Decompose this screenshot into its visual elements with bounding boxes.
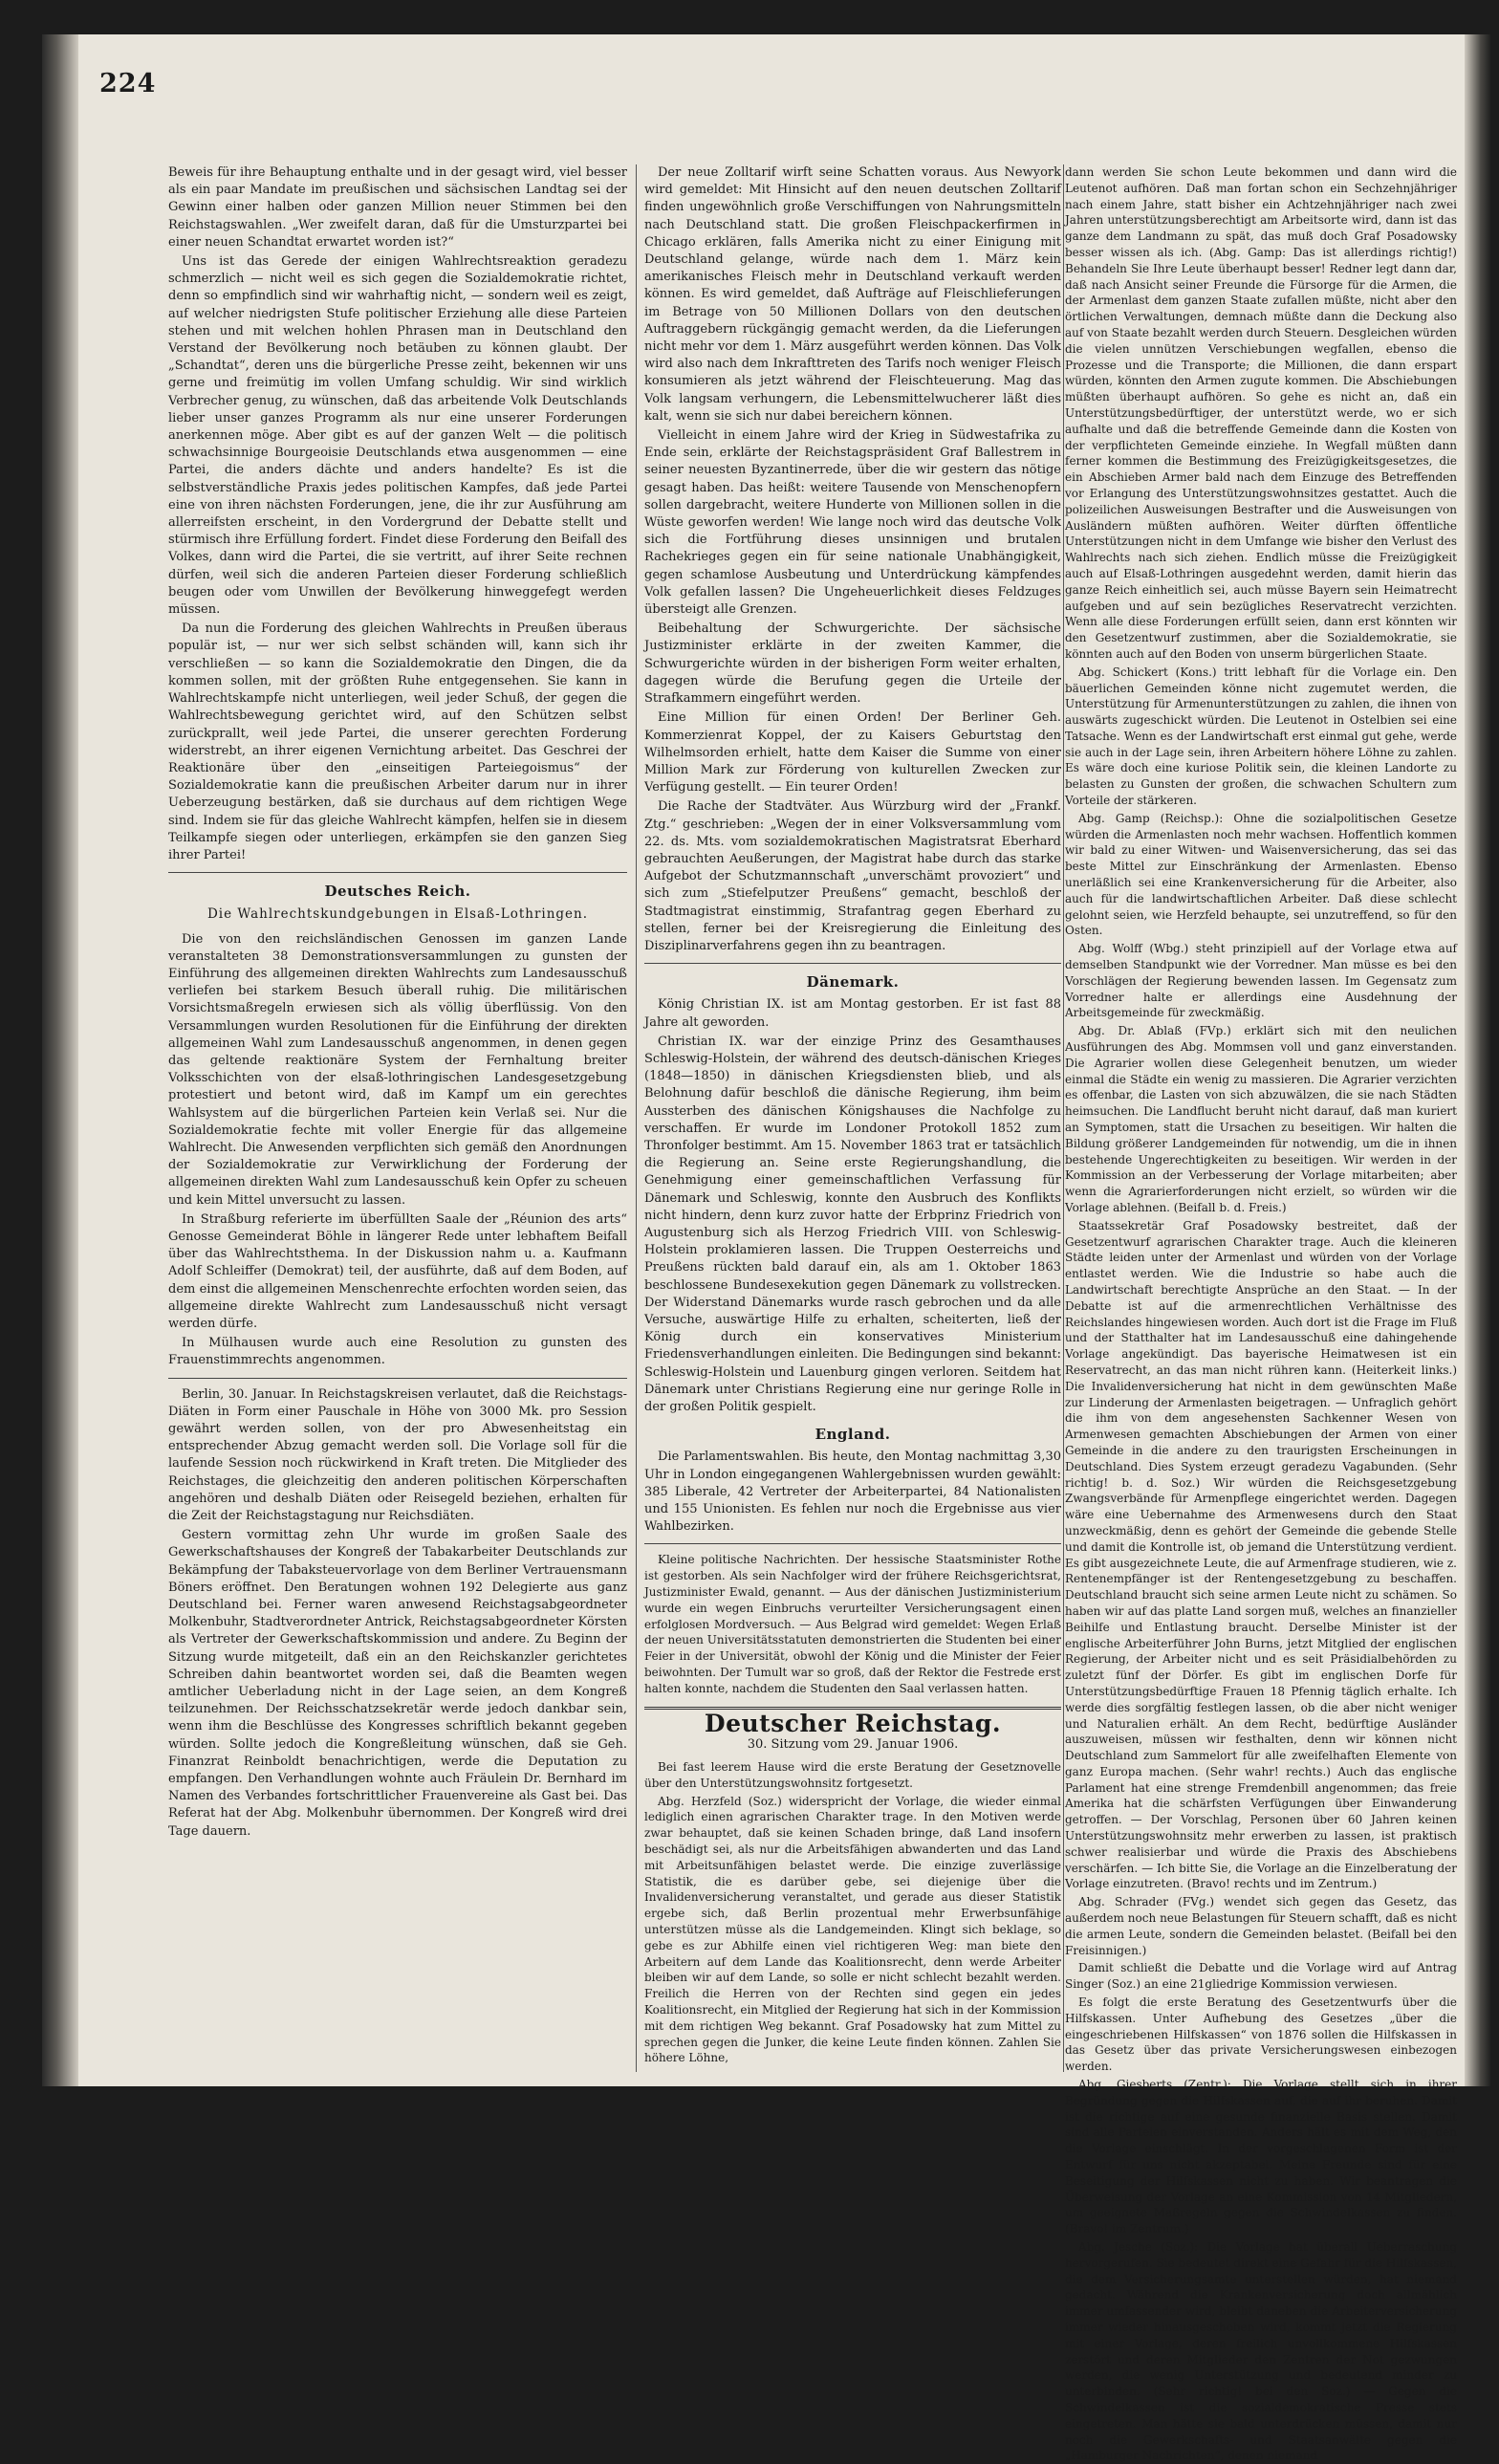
paragraph: Kleine politische Nachrichten. Der hessische Staatsminister Rothe ist gestorben. Als sein Nachfolger wird der frühere Reichsgerichtsrat, Justizminister Ewald, genannt. — Aus der dänischen Justizministerium wurde ein wegen Einbruchs verurteilter Versicherungsagent einen erfolglosen Mordversuch. — Aus Belgrad wird gemeldet: Wegen Erlaß der neuen Universitätsstatuten demonstrierten die Studenten bei einer Feier in der Universität, obwohl der König und die Minister der Feier beiwohnten. Der Tumult war so groß, daß der Rektor die Festrede erst halten konnte, nachdem die Studenten den Saal verlassen hatten. <box>644 1553 1061 1695</box>
paragraph: Uns ist das Gerede der einigen Wahlrechtsreaktion geradezu schmerzlich — nicht weil es sich gegen die Sozialdemokratie richtet, denn so empfindlich sind wir wahrhaftig nicht, — sondern weil es zeigt, auf welcher niedrigsten Stufe politischer Erziehung alle diese Parteien stehen und mit welchen hohlen Phrasen man in Deutschland den Verstand der Bevölkerung noch betäuben zu können glaubt. Der „Schandtat“, deren uns die bürgerliche Presse zeiht, bekennen wir uns gerne und freimütig im vollen Umfang schuldig. Wir sind wirklich Verbrecher genug, zu wünschen, daß das arbeitende Volk Deutschlands lieber unser ganzes Programm als nur eine unserer Forderungen anerkennen möge. Aber gibt es auf der ganzen Welt — die politisch schwachsinnige Bourgeoisie Deutschlands etwa ausgenommen — eine Partei, die anders dächte und anders handelte? Es ist die selbstverständliche Praxis jedes politischen Kampfes, daß jede Partei eine von ihren nächsten Forderungen, jene, die ihr zur Ausführung am allerreifsten erscheint, in den Vordergrund der Debatte stellt und stürmisch ihre Erfüllung fordert. Findet diese Forderung den Beifall des Volkes, dann wird die Partei, die sie vertritt, auf ihrer Seite rechnen dürfen, weil sich die anderen Parteien dieser Forderung schließlich beugen oder vom Unwillen der Bevölkerung hinweggefegt werden müssen. <box>168 254 627 618</box>
divider <box>168 1378 627 1379</box>
paragraph: Abg. Jesche (Soz.): Die Vorlage hat überall Ueberraschung hervorgerufen. Sie bedeutet direkt eine Gefahr für die Hilfskassen, die dem Versicherungsamte unterstellen würden, hat niemand gedacht. Während die Krankenversicherung doch allmählich immer umfassender wird, bleibt daneben die Arbeiterversicherung immer wieder hinausgeschoben wird, kommt jetzt die Regierung mit einer Vorlage, deren freilich unvollkommene Hilfskassen zerstört und deren Mitglieder den Zentren der Not gezwungen werden, die wenig Unterstützung und bedeutend minder zu unterbinden. (Sehr richtig! bei den Soz.) — Gegen die Schwindelkassen ist die sozialdemokratische Presse stets eingetreten. Man hätte sie bald unterdrücken müssen, damit nur noch die Gewerkschafts- und Staatsanwälte gegen die „Hamburger Nachrichten“, denen niemand <box>1065 2240 1457 2463</box>
book-binding <box>42 34 78 2086</box>
section-heading: England. <box>815 1426 891 1444</box>
column-3 <box>1065 164 1457 2463</box>
paragraph: Staatssekretär Graf Posadowsky bestreitet, daß der Gesetzentwurf agrarischen Charakter trage. Auch die kleineren Städte leiden unter der Armenlast und würden von der Vorlage entlastet werden. Wie die Industrie so habe auch die Landwirtschaft berechtigte Ansprüche an den Staat. — In der Debatte ist auf die armenrechtlichen Verhältnisse des Reichslandes hingewiesen worden. Auch dort ist die Frage im Fluß und der Statthalter hat im Landesausschuß eine dahingehende Vorlage angekündigt. Das bayerische Heimatwesen ist ein Reservatrecht, an das man nicht rühren kann. (Heiterkeit links.) Die Invalidenversicherung hat nicht in dem gewünschten Maße zur Linderung der Armenlasten beigetragen. — Unfraglich gehört die ihm von dem angesehensten Sachkenner Wesen von Armenwesen gemachten Abschiebungen der Armen von einer Gemeinde in die andere zu den traurigsten Erscheinungen in Deutschland. Dies System erzeugt geradezu Vagabunden. (Sehr richtig! b. d. Soz.) Wir würden die Reichsgesetzgebung Zwangsverbände für Armenpflege eingerichtet werden. Dagegen wäre eine Uebernahme des Armenwesens durch den Staat unzweckmäßig, denn es gehört der Gemeinde die gebende Stelle und damit die Kontrolle ist, ob jemand die Unterstützung verdient. Es gibt ausgezeichnete Leute, die auf Armenfrage studieren, wie z. Rentenempfänger ist der Rentengesetzgebung zu beschaffen. Deutschland braucht sich seine armen Leute nicht zu schämen. So haben wir auf das platte Land sorgen muß, welches an finanzieller Beihilfe und Entlastung braucht. Derselbe Minister ist der englische Arbeiterführer John Burns, jetzt Mitglied der englischen Regierung, der Arbeiter nicht und es seit Präsidialbehörden zu zuletzt fünf der Dörfer. Es gibt im englischen Dorfe für Unterstützungsbedürftige Frauen 18 Pfennig täglich erhalte. Ich werde dies sorgfältig festlegen lassen, ob die aber nicht weniger und Naturalien erhält. An dem Recht, bedürftige Ausländer auszuweisen, müssen wir festhalten, denn wir können nicht Deutschland zum Sammelort für alle zweifelhaften Elemente von ganz Europa machen. (Sehr wahr! rechts.) Auch das englische Parlament hat eine strenge Fremdenbill angenommen; das freie Amerika hat die schärfsten Verfügungen über Einwanderung getroffen. — Der Vorschlag, Personen über 60 Jahren keinen Unterstützungswohnsitz mehr erwerben zu lassen, ist praktisch schwer realisierbar und würde die Praxis des Abschiebens verschärfen. — Ich bitte Sie, die Vorlage an die Einzelberatung der Vorlage einzutreten. (Bravo! rechts und im Zentrum.) <box>1065 1218 1457 1891</box>
paragraph: Beibehaltung der Schwurgerichte. Der sächsische Justizminister erklärte in der zweiten Kammer, die Schwurgerichte würden in der bisherigen Form weiter erhalten, dagegen würde die Berufung gegen die Urteile der Strafkammern eingeführt werden. <box>644 621 1061 707</box>
paragraph: Christian IX. war der einzige Prinz des Gesamthauses Schleswig-Holstein, der während des deutsch-dänischen Krieges (1848—1850) in dänischen Kriegsdiensten blieb, und als Belohnung dafür beschloß die dänische Regierung, ihm beim Aussterben des dänischen Königshauses die Nachfolge zu verschaffen. Er wurde im Londoner Protokoll 1852 zum Thronfolger bestimmt. Am 15. November 1863 trat er tatsächlich die Regierung an. Seine erste Regierungshandlung, die Genehmigung einer gemeinschaftlichen Verfassung für Dänemark und Schleswig, konnte den Ausbruch des Konflikts nicht hindern, denn kurz zuvor hatte der Erbprinz Friedrich von Augustenburg sich als Herzog Friedrich VIII. von Schleswig-Holstein proklamieren lassen. Die Truppen Oesterreichs und Preußens rückten bald darauf ein, als am 1. Oktober 1863 beschlossene Bundesexekution gegen Dänemark zu vollstrecken. Der Widerstand Dänemarks wurde rasch gebrochen und da alle Versuche, auswärtige Hilfe zu erhalten, scheiterten, ließ der König durch ein konservatives Ministerium Friedensverhandlungen einleiten. Die Bedingungen sind bekannt: Schleswig-Holstein und Lauenburg gingen verloren. Seitdem hat Dänemark unter Christians Regierung eine nur geringe Rolle in der großen Politik gespielt. <box>644 1034 1061 1415</box>
paragraph: Gestern vormittag zehn Uhr wurde im großen Saale des Gewerkschaftshauses der Kongreß der Tabakarbeiter Deutschlands zur Bekämpfung der Tabaksteuervorlage von dem Berliner Vertrauensmann Böners eröffnet. Den Beratungen wohnen 192 Delegierte aus ganz Deutschland bei. Ferner waren anwesend Reichstagsabgeordneter Molkenbuhr, Stadtverordneter Antrick, Reichstagsabgeordneter Körsten als Vertreter der Gewerkschaftskommission und andere. Zu Beginn der Sitzung wurde mitgeteilt, daß ein an den Reichskanzler gerichtetes Schreiben dahin beantwortet worden sei, daß die Beamten wegen amtlicher Ueberladung nicht in der Lage seien, an dem Kongreß teilzunehmen. Der Reichsschatzsekretär werde jedoch dankbar sein, wenn ihm die Beschlüsse des Kongresses schriftlich bekannt gegeben würden. Sollte jedoch die Kongreßleitung wünschen, daß sie Geh. Finanzrat Reinboldt benachrichtigen, werde die Deputation zu empfangen. Den Verhandlungen wohnte auch Fräulein Dr. Bernhard im Namen des Verbandes fortschrittlicher Frauenvereine als Gast bei. Das Referat hat der Abg. Molkenbuhr übernommen. Der Kongreß wird drei Tage dauern. <box>168 1528 627 1839</box>
paragraph: Abg. Giesberts (Zentr.): Die Vorlage stellt sich in ihrer Begründung gegen die Hilfskassen auf, die auf ihr beruhen. Damit ist die richtige auf eine gesunde finanzielle Basis stellen. Damit sind alle Parteien einverstanden. Anders hält es mit dem Weg, den die Vorlage einschlägt. In der vorgeschlagenen Form ist der Entwurf für uns nicht akzeptabel. Meine Freunde sind für eine Beseitigung der Hilfskassen nicht zu haben. Wir beantragen die Überweisung der Vorlage an eine Kommission von 14 Mitgliedern, um geeignete Maßregeln gegen die Schwindelkassen zu finden. (Bravo! im Zentrum.) <box>1065 2078 1457 2236</box>
paragraph: Abg. Gamp (Reichsp.): Ohne die sozialpolitischen Gesetze würden die Armenlasten noch mehr wachsen. Hoffentlich kommen wir bald zu einer Witwen- und Waisenversicherung, das sei das beste Mittel zur Einschränkung der Armenlasten. Ebenso unerläßlich sei eine Krankenversicherung für die Arbeiter, also auch für die landwirtschaftlichen Arbeiter. Daß diese schlecht gelohnt seien, wie Herzfeld behaupte, sei unzutreffend, so für den Osten. <box>1065 811 1457 938</box>
session-dateline: 30. Sitzung vom 29. Januar 1906. <box>747 1736 959 1752</box>
paragraph: König Christian IX. ist am Montag gestorben. Er ist fast 88 Jahre alt geworden. <box>644 997 1061 1030</box>
paragraph: Beweis für ihre Behauptung enthalte und in der gesagt wird, viel besser als ein paar Mandate im preußischen und sächsischen Landtag sei der Gewinn einer halben oder ganzen Million neuer Stimmen bei den Reichstagswahlen. „Wer zweifelt daran, daß für die Umsturzpartei bei einer neuen Schandtat erwartet worden ist?“ <box>168 165 627 250</box>
paragraph: In Mülhausen wurde auch eine Resolution zu gunsten des Frauenstimmrechts angenommen. <box>168 1336 627 1368</box>
paragraph: Eine Million für einen Orden! Der Berliner Geh. Kommerzienrat Koppel, der zu Kaisers Geburtstag den Wilhelmsorden erhielt, hatte dem Kaiser die Summe von einer Million Mark zur Förderung von kulturellen Zwecken zur Verfügung gestellt. — Ein teurer Orden! <box>644 710 1061 796</box>
paragraph: Es folgt die erste Beratung des Gesetzentwurfs über die Hilfskassen. Unter Aufhebung des Gesetzes „über die eingeschriebenen Hilfskassen“ von 1876 sollen die Hilfskassen in das Gesetz über das private Versicherungswesen einbezogen werden. <box>1065 1995 1457 2074</box>
paragraph: Der neue Zolltarif wirft seine Schatten voraus. Aus Newyork wird gemeldet: Mit Hinsicht auf den neuen deutschen Zolltarif finden ungewöhnlich große Verschiffungen von Nahrungsmitteln nach Deutschland statt. Die großen Fleischpackerfirmen in Chicago erklären, falls Amerika nicht zu einer Einigung mit Deutschland gelange, würde nach dem 1. März kein amerikanisches Fleisch mehr in Deutschland verkauft werden können. Es wird gemeldet, daß Aufträge auf Fleischlieferungen im Betrage von 50 Millionen Dollars von den deutschen Auftraggebern rückgängig gemacht werden, da die Lieferungen nicht mehr vor dem 1. März ausgeführt werden können. Das Volk wird also nach dem Inkrafttreten des Tarifs noch weniger Fleisch konsumieren als jetzt während der Fleischteuerung. Mag das Volk langsam verhungern, die Lebensmittelwucherer läßt dies kalt, wenn sie sich nur dabei bereichern können. <box>644 165 1061 424</box>
paragraph: dann werden Sie schon Leute bekommen und dann wird die Leutenot aufhören. Daß man fortan schon ein Sechzehnjähriger nach einem Jahre, statt bisher ein Achtzehnjähriger nach zwei Jahren unterstützungsberechtigt am Arbeitsorte wird, dann ist das ganze dem Landmann zu spät, das muß doch Graf Posadowsky besser wissen als ich. (Abg. Gamp: Das ist allerdings richtig!) Behandeln Sie Ihre Leute überhaupt besser! Redner legt dann dar, daß nach Ansicht seiner Freunde die Fürsorge für die Armen, die der Armenlast dem ganzen Staate zufallen müßte, nicht aber den örtlichen Verwaltungen, demnach müßte dann die Deckung also auf von Staate bezahlt werden durch Steuern. Desgleichen würden die vielen unnützen Verschiebungen wegfallen, ebenso die Prozesse und die Transporte; die Millionen, die dann erspart würden, könnten den Armen zugute kommen. Die Abschiebungen müßten überhaupt aufhören. So gehe es nicht an, daß ein Unterstützungsbedürftiger, der unterstützt werde, wo er sich aufhalte und daß die betreffende Gemeinde dann die Kosten von der verpflichteten Gemeinde einziehe. In Wegfall müßten dann ferner kommen die Bestimmung des Freizügigkeitsgesetzes, die ein Abschieben Armer bald nach dem Einzuge des Betreffenden vor Erlangung des Unterstützungswohnsitzes gestattet. Auch die polizeilichen Ausweisungen Bestrafter und die Ausweisungen von Ausländern müßten aufhören. Weiter dürften öffentliche Unterstützungen nicht in dem Umfange wie bisher den Verlust des Wahlrechts nach sich ziehen. Endlich müsse die Freizügigkeit auch auf Elsaß-Lothringen ausgedehnt werden, damit hierin das ganze Reich einheitlich sei, auch müsse Bayern sein Heimatrecht aufgeben und auf sein bezügliches Reservatrecht verzichten. Wenn alle diese Forderungen erfüllt seien, dann erst könnten wir den Gesetzentwurf zustimmen, aber die Sozialdemokratie, sie könnten auch auf den Boden von unserm bürgerlichen Staate. <box>1065 165 1457 661</box>
paragraph: Die Parlamentswahlen. Bis heute, den Montag nachmittag 3,30 Uhr in London eingegangenen Wahlergebnissen wurden gewählt: 385 Liberale, 42 Vertreter der Arbeiterpartei, 84 Nationalisten und 155 Unionisten. Es fehlen nur noch die Ergebnisse aus vier Wahlbezirken. <box>644 1450 1061 1535</box>
newspaper-page <box>42 34 1491 2463</box>
column-rule <box>636 164 637 2072</box>
column-2 <box>644 164 1061 2072</box>
paragraph: Abg. Dr. Ablaß (FVp.) erklärt sich mit den neulichen Ausführungen des Abg. Mommsen voll und ganz einverstanden. Die Agrarier wollen diese Gelegenheit benutzen, um wieder einmal die Städte ein wenig zu massieren. Die Agrarier verzichten es offenbar, die Lasten von sich abzuwälzen, die sie nach Städten heimsuchen. Die Landflucht beruht nicht darauf, daß man kuriert an Symptomen, statt die Ursachen zu beseitigen. Wir halten die Bildung größerer Landgemeinden für notwendig, um die in ihnen bestehende Ungerechtigkeiten zu beseitigen. Wir werden in der Kommission an der Verbesserung der Vorlage mitarbeiten; aber wenn die Agrarierforderungen nicht erzielt, so würden wir die Vorlage ablehnen. (Beifall b. d. Freis.) <box>1065 1024 1457 1214</box>
paragraph: Vielleicht in einem Jahre wird der Krieg in Südwestafrika zu Ende sein, erklärte der Reichstagspräsident Graf Ballestrem in seiner neuesten Byzantinerrede, über die wir gestern das nötige gesagt haben. Das heißt: weitere Tausende von Menschenopfern sollen dargebracht, weitere Hunderte von Millionen sollen in die Wüste geworfen werden! Wie lange noch wird das deutsche Volk sich die Fortführung dieses unsinnigen und brutalen Rachekrieges gegen ein für seine nationale Unabhängigkeit, gegen schamlose Ausbeutung und Unterdrückung kämpfendes Volk gefallen lassen? Die Ungeheuerlichkeit dieses Feldzuges übersteigt alle Grenzen. <box>644 428 1061 618</box>
paragraph: Abg. Wolff (Wbg.) steht prinzipiell auf der Vorlage etwa auf demselben Standpunkt wie der Vorredner. Man müsse es bei den Vorschlägen der Regierung bewenden lassen. Im Gegensatz zum Vorredner halte er allerdings eine Ausdehnung der Arbeitsgemeinde für zweckmäßig. <box>1065 942 1457 1020</box>
page-number: 224 <box>99 69 157 98</box>
paragraph: Da nun die Forderung des gleichen Wahlrechts in Preußen überaus populär ist, — nur wer sich selbst schänden will, kann sich ihr verschließen — so kann die Sozialdemokratie den Dingen, die da kommen sollen, mit der größten Ruhe entgegensehen. Sie kann in Wahlrechtskampfe nicht unterliegen, weil jeder Schuß, der gegen die Wahlrechtsbewegung gerichtet wird, auf den Schützen selbst zurückprallt, weil jede Partei, die unserer gerechten Forderung widerstrebt, an ihrer eigenen Vernichtung arbeitet. Das Geschrei der Reaktionäre über den „einseitigen Parteiegoismus“ der Sozialdemokratie kann die preußischen Arbeiter darum nur in ihrer Ueberzeugung bestärken, daß sie durchaus auf dem richtigen Wege sind. Indem sie für das gleiche Wahlrecht kämpfen, helfen sie in diesem Teilkampfe siegen oder unterliegen, erkämpfen sie den ganzen Sieg ihrer Partei! <box>168 621 627 862</box>
page-edge <box>1465 34 1491 2086</box>
divider <box>644 963 1061 964</box>
column-1 <box>168 164 627 2072</box>
divider <box>644 1543 1061 1544</box>
paragraph: Die Rache der Stadtväter. Aus Würzburg wird der „Frankf. Ztg.“ geschrieben: „Wegen der in einer Volksversammlung vom 22. ds. Mts. vom sozialdemokratischen Magistratsrat Eberhard gebrauchten Aeußerungen, der Magistrat habe durch das starke Aufgebot der Schutzmannschaft „unverschämt provoziert“ und sich zum „Stiefelputzer Preußens“ gemacht, beschloß der Stadtmagistrat einstimmig, Strafantrag gegen Eberhard zu stellen, ferner bei der Kreisregierung die Einleitung des Disziplinarverfahrens gegen ihn zu beantragen. <box>644 799 1061 953</box>
paragraph: Die von den reichsländischen Genossen im ganzen Lande veranstalteten 38 Demonstrationsversammlungen zu gunsten der Einführung des allgemeinen direkten Wahlrechts zum Landesausschuß verliefen bei starkem Besuch überall ruhig. Die militärischen Vorsichtsmaßregeln erwiesen sich als völlig überflüssig. Von den Versammlungen wurden Resolutionen für die Einführung der direkten allgemeinen Wahl zum Landesausschuß angenommen, in denen gegen das geltende reaktionäre System der Fernhaltung breiter Volksschichten von der elsaß-lothringischen Landesgesetzgebung protestiert und betont wird, daß im Kampf um ein gerechtes Wahlsystem auf die bürgerlichen Parteien kein Verlaß sei. Nur die Sozialdemokratie fechte mit voller Energie für das allgemeine Wahlrecht. Die Anwesenden verpflichten sich gemäß den Anordnungen der Sozialdemokratie zur Verwirklichung der Forderung der allgemeinen direkten Wahl zum Landesausschuß kein Opfer zu scheuen und kein Mittel unversucht zu lassen. <box>168 931 627 1208</box>
section-heading: Dänemark. <box>806 973 900 992</box>
subsection-heading: Die Wahlrechtskundgebungen in Elsaß-Lothringen. <box>206 906 589 923</box>
section-heading: Deutsches Reich. <box>324 883 471 901</box>
reichstag-heading: Deutscher Reichstag. <box>704 1709 1002 1737</box>
paragraph: Abg. Schrader (FVg.) wendet sich gegen das Gesetz, das außerdem noch neue Belastungen für Steuern schafft, daß es nicht die armen Leute, sondern die Gemeinden belastet. (Beifall bei den Freisinnigen.) <box>1065 1895 1457 1957</box>
paragraph: In Straßburg referierte im überfüllten Saale der „Réunion des arts“ Genosse Gemeinderat Böhle in längerer Rede unter lebhaftem Beifall über das Wahlrechtsthema. In der Diskussion nahm u. a. Kaufmann Adolf Schleiffer (Demokrat) teil, der ausführte, daß auf dem Boden, auf dem einst die allgemeinen Menschenrechte erfochten worden seien, das allgemeine direkte Wahlrecht zum Landesausschuß nicht versagt werden dürfe. <box>168 1211 627 1331</box>
paragraph: Damit schließt die Debatte und die Vorlage wird auf Antrag Singer (Soz.) an eine 21gliedrige Kommission verwiesen. <box>1065 1961 1457 1992</box>
paragraph: Berlin, 30. Januar. In Reichstagskreisen verlautet, daß die Reichstags-Diäten in Form einer Pauschale in Höhe von 3000 Mk. pro Session gewährt werden sollen, von der pro Abwesenheitstag ein entsprechender Abzug gemacht werden soll. Die Vorlage soll für die laufende Session noch rückwirkend in Kraft treten. Die Mitglieder des Reichstages, die gleichzeitig den anderen politischen Körperschaften angehören und deshalb Diäten oder Reisegeld beziehen, erhalten für die Zeit der Reichstagstagung nur Reichsdiäten. <box>168 1386 627 1524</box>
paragraph: Abg. Herzfeld (Soz.) widerspricht der Vorlage, die wieder einmal lediglich einen agrarischen Charakter trage. In den Motiven werde zwar behauptet, daß sie keinen Schaden bringe, daß Land insofern beschädigt sei, als nur die Arbeitsfähigen abwanderten und das Land mit Arbeitsunfähigen belastet werde. Die einzige zuverlässige Statistik, die es darüber gebe, sei diejenige über die Invalidenversicherung veranstaltet, und gerade aus dieser Statistik ergebe sich, daß Berlin prozentual mehr Erwerbsunfähige unterstützen müsse als die Landgemeinden. Klingt sich beklage, so gebe es zur Abhilfe einen viel richtigeren Weg: man biete den Arbeitern auf dem Lande das Koalitionsrecht, denn werde Arbeiter bleiben wir auf dem Lande, so solle er nicht schlecht bezahlt werden. Freilich die Herren von der Rechten sind gegen ein jedes Koalitionsrecht, ein Mitglied der Regierung hat sich in der Kommission mit dem richtigen Weg bekannt. Graf Posadowsky hat zum Mittel zu sprechen gegen die Junker, die keine Leute finden können. Zahlen Sie höhere Löhne, <box>644 1794 1061 2065</box>
divider <box>168 872 627 873</box>
paragraph: Bei fast leerem Hause wird die erste Beratung der Gesetznovelle über den Unterstützungswohnsitz fortgesetzt. <box>644 1760 1061 1790</box>
column-rule <box>1063 164 1064 2072</box>
paragraph: Abg. Schickert (Kons.) tritt lebhaft für die Vorlage ein. Den bäuerlichen Gemeinden könne nicht zugemutet werden, die Unterstützung für Armenunterstützungen zu zahlen, die ihnen von auswärts zugeschickt würden. Die Leutenot in Ostelbien sei eine Tatsache. Wenn es der Landwirtschaft erst einmal gut gehe, werde sie auch in der Lage sein, ihren Arbeitern höhere Löhne zu zahlen. Es wäre doch eine kuriose Politik sein, die kleinen Landorte zu belasten zu Gunsten der großen, die schwachen Schultern zum Vorteile der stärkeren. <box>1065 665 1457 808</box>
